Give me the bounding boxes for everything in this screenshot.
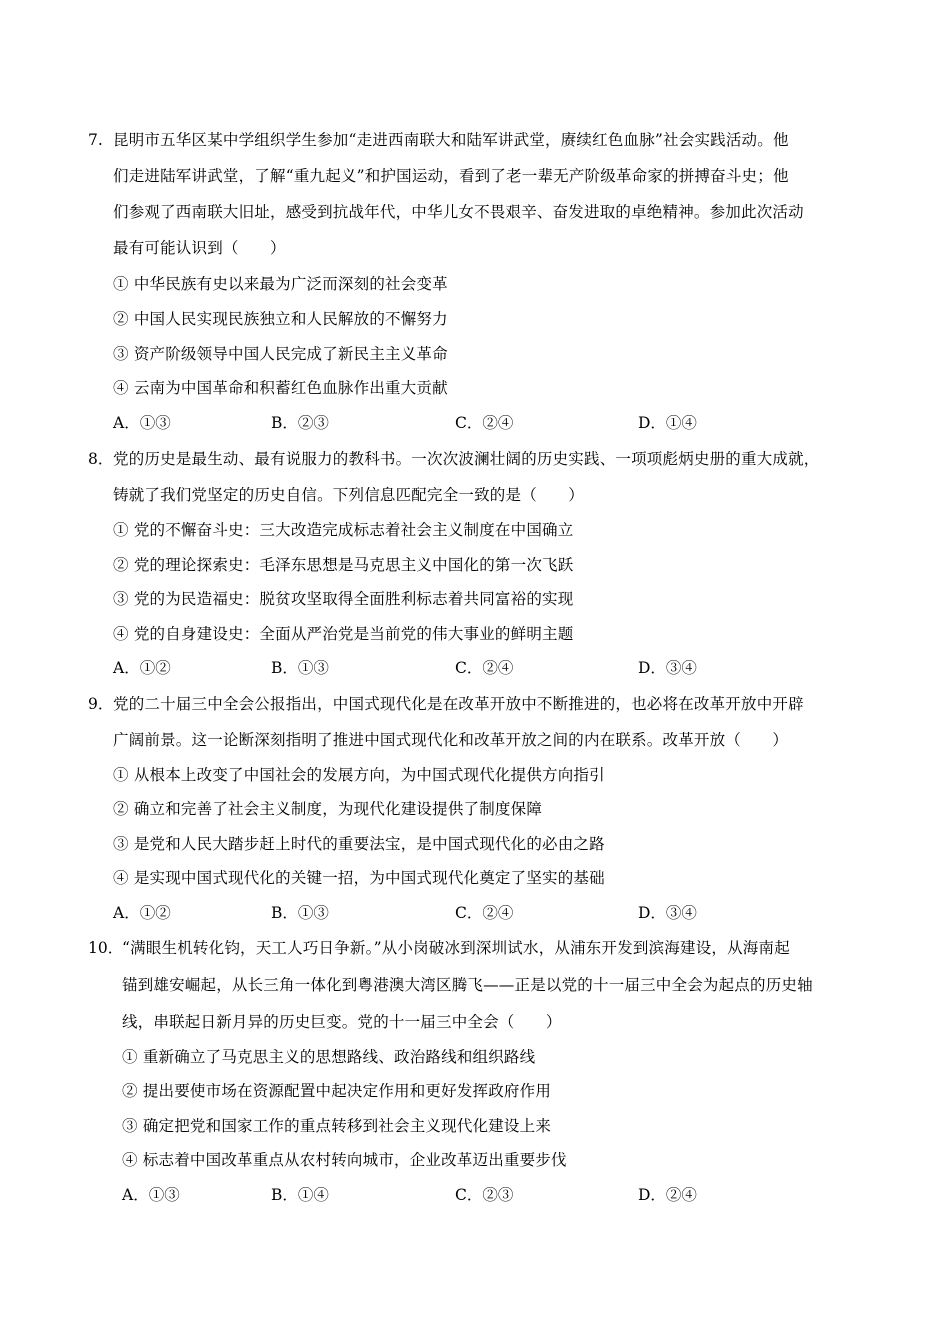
question-stem-line: 线，串联起日新月异的历史巨变。党的十一届三中全会（ ）: [122, 1013, 562, 1031]
statement: ③ 党的为民造福史：脱贫攻坚取得全面胜利标志着共同富裕的实现: [113, 590, 574, 608]
option-c: C．②④: [455, 414, 514, 432]
question-stem-line: 最有可能认识到（ ）: [113, 239, 286, 257]
option-b: B．①④: [271, 1186, 329, 1204]
question-number: 7.: [88, 131, 103, 149]
statement: ② 提出要使市场在资源配置中起决定作用和更好发挥政府作用: [122, 1082, 552, 1100]
statement: ④ 是实现中国式现代化的关键一招，为中国式现代化奠定了坚实的基础: [113, 869, 605, 887]
question-stem-line: 们走进陆军讲武堂，了解“重九起义”和护国运动，看到了老一辈无产阶级革命家的拼搏奋斗史；他: [113, 167, 789, 185]
question-number: 9．: [88, 695, 114, 713]
question-stem-line: 锚到雄安崛起，从长三角一体化到粤港澳大湾区腾飞——正是以党的十一届三中全会为起点的历史轴: [122, 976, 813, 994]
question-stem-line: 昆明市五华区某中学组织学生参加“走进西南联大和陆军讲武堂，赓续红色血脉”社会实践活动。他: [113, 131, 789, 149]
option-d: D．①④: [638, 414, 697, 432]
question-number: 8．: [88, 450, 114, 468]
option-c: C．②④: [455, 659, 514, 677]
statement: ② 确立和完善了社会主义制度，为现代化建设提供了制度保障: [113, 800, 543, 818]
option-a: A．①②: [113, 904, 171, 922]
option-a: A．①③: [113, 414, 171, 432]
statement: ④ 标志着中国改革重点从农村转向城市，企业改革迈出重要步伐: [122, 1151, 567, 1169]
question-stem-line: 党的二十届三中全会公报指出，中国式现代化是在改革开放中不断推进的，也必将在改革开放中开辟: [113, 695, 804, 713]
question-stem-line: 广阔前景。这一论断深刻指明了推进中国式现代化和改革开放之间的内在联系。改革开放（ ）: [113, 731, 789, 749]
question-stem-line: 们参观了西南联大旧址，感受到抗战年代，中华儿女不畏艰辛、奋发进取的卓绝精神。参加此次活动: [113, 203, 804, 221]
statement: ① 重新确立了马克思主义的思想路线、政治路线和组织路线: [122, 1048, 536, 1066]
statement: ③ 是党和人民大踏步赶上时代的重要法宝，是中国式现代化的必由之路: [113, 835, 605, 853]
statement: ④ 党的自身建设史：全面从严治党是当前党的伟大事业的鲜明主题: [113, 625, 574, 643]
option-c: C．②④: [455, 904, 514, 922]
statement: ④ 云南为中国革命和积蓄红色血脉作出重大贡献: [113, 379, 448, 397]
option-b: B．①③: [271, 659, 329, 677]
question-stem-line: 铸就了我们党坚定的历史自信。下列信息匹配完全一致的是（ ）: [113, 486, 585, 504]
question-number: 10．: [88, 939, 124, 957]
statement: ② 党的理论探索史：毛泽东思想是马克思主义中国化的第一次飞跃: [113, 556, 574, 574]
option-d: D．②④: [638, 1186, 697, 1204]
option-b: B．①③: [271, 904, 329, 922]
question-stem-line: 党的历史是最生动、最有说服力的教科书。一次次波澜壮阔的历史实践、一项项彪炳史册的重大成就，: [113, 450, 820, 468]
question-stem-line: “满眼生机转化钧，天工人巧日争新。”从小岗破冰到深圳试水，从浦东开发到滨海建设，从海南起: [122, 939, 790, 957]
statement: ③ 资产阶级领导中国人民完成了新民主主义革命: [113, 345, 448, 363]
option-a: A．①③: [122, 1186, 180, 1204]
statement: ① 从根本上改变了中国社会的发展方向，为中国式现代化提供方向指引: [113, 766, 605, 784]
statement: ① 党的不懈奋斗史：三大改造完成标志着社会主义制度在中国确立: [113, 521, 574, 539]
statement: ② 中国人民实现民族独立和人民解放的不懈努力: [113, 310, 448, 328]
statement: ③ 确定把党和国家工作的重点转移到社会主义现代化建设上来: [122, 1117, 552, 1135]
option-d: D．③④: [638, 659, 697, 677]
option-b: B．②③: [271, 414, 329, 432]
option-c: C．②③: [455, 1186, 514, 1204]
option-d: D．③④: [638, 904, 697, 922]
statement: ① 中华民族有史以来最为广泛而深刻的社会变革: [113, 275, 448, 293]
option-a: A．①②: [113, 659, 171, 677]
